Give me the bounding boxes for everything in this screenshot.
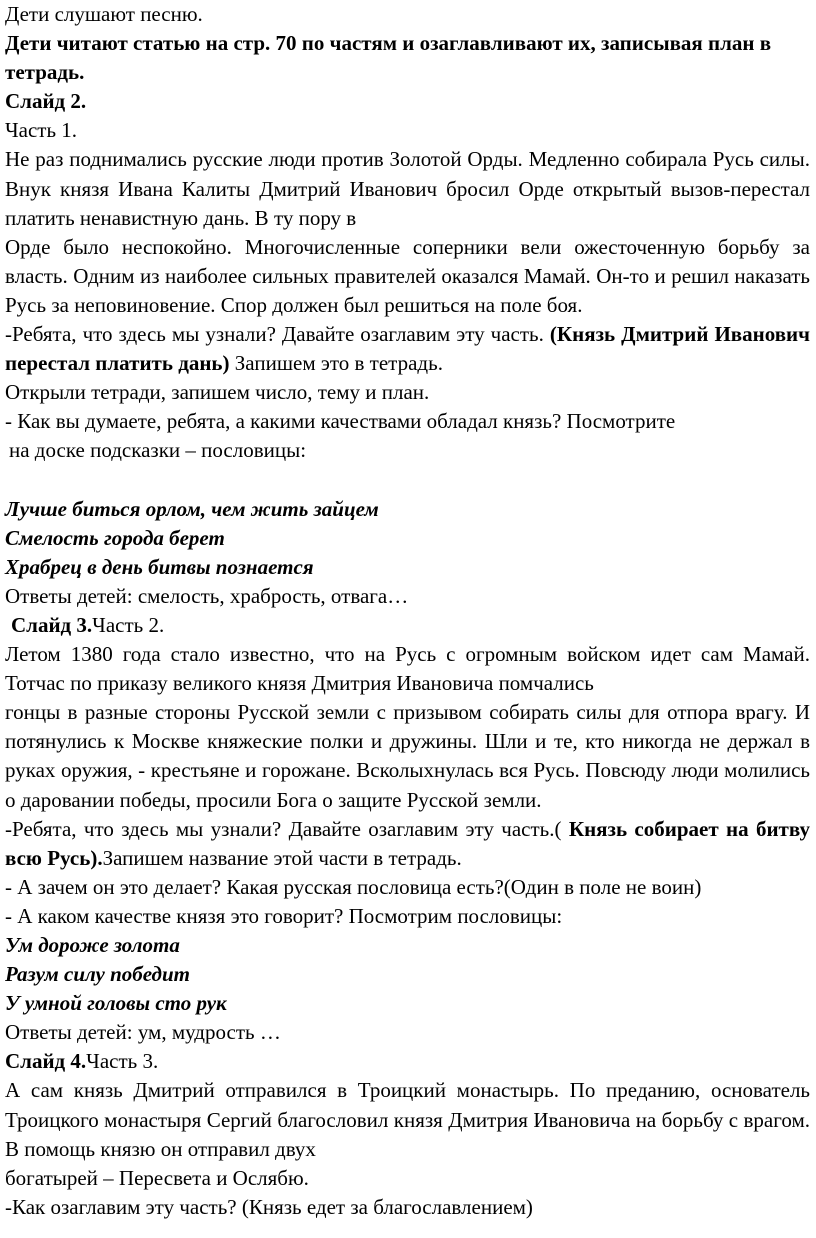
slide-heading: Слайд 2. bbox=[5, 89, 87, 114]
paragraph: богатырей – Пересвета и Ослябю. bbox=[5, 1165, 309, 1190]
proverb: Разум силу победит bbox=[5, 962, 190, 987]
text-line: Дети слушают песню. bbox=[5, 2, 203, 26]
slide-line bbox=[5, 611, 810, 640]
question-line: -Как озаглавим эту часть? (Князь едет за благославлением) bbox=[5, 1194, 533, 1219]
part-label: Часть 1. bbox=[5, 118, 78, 143]
paragraph: гонцы в разные стороны Русской земли с призывом собирать силы для отпора врагу. И потянулись к Москве княжеские полки и дружины. Шли и те, кто никогда не держал в руках оружия, - крестьяне и горожане. Всколыхнулась вся Русь. Повсюду люди молились о даровании победы, просили Бога о защите Русской земли. bbox=[5, 700, 810, 812]
slide-heading: Слайд 3. bbox=[11, 612, 93, 637]
part-label: Часть 2. bbox=[92, 612, 165, 637]
proverb: У умной головы сто рук bbox=[5, 991, 227, 1016]
question-line bbox=[5, 320, 810, 378]
text-line: Открыли тетради, запишем число, тему и план. bbox=[5, 380, 430, 405]
question-text: -Ребята, что здесь мы узнали? Давайте озаглавим эту часть.( bbox=[5, 816, 569, 841]
slide-line bbox=[5, 1047, 810, 1076]
paragraph: Летом 1380 года стало известно, что на Русь с огромным войском идет сам Мамай. Тотчас по приказу великого князя Дмитрия Ивановича помчались bbox=[5, 642, 810, 696]
paragraph: Не раз поднимались русские люди против Золотой Орды. Медленно собирала Русь силы. Внук князя Ивана Калиты Дмитрий Иванович бросил Орде открытый вызов-перестал платить ненавистную дань. В ту пору в bbox=[5, 147, 810, 230]
blank-line bbox=[5, 466, 810, 495]
answers-line: Ответы детей: ум, мудрость … bbox=[5, 1020, 281, 1045]
task-heading: Дети читают статью на стр. 70 по частям и озаглавливают их, записывая план в тетрадь. bbox=[5, 31, 772, 85]
proverb: Ум дороже золота bbox=[5, 933, 180, 957]
question-line: - Как вы думаете, ребята, а какими качествами обладал князь? Посмотрите bbox=[5, 409, 676, 434]
question-text: Запишем название этой части в тетрадь. bbox=[102, 845, 462, 870]
question-line: на доске подсказки – пословицы: bbox=[9, 438, 307, 463]
part-title: Князь собирает на битву всю Русь). bbox=[5, 816, 811, 870]
question-line: - А зачем он это делает? Какая русская пословица есть?(Один в поле не воин) bbox=[5, 874, 702, 899]
part-label: Часть 3. bbox=[86, 1049, 159, 1074]
answers-line: Ответы детей: смелость, храбрость, отвага… bbox=[5, 583, 409, 608]
question-text: Запишем это в тетрадь. bbox=[229, 351, 443, 376]
question-text: -Ребята, что здесь мы узнали? Давайте озаглавим эту часть. bbox=[5, 322, 550, 347]
question-line bbox=[5, 815, 810, 873]
paragraph: А сам князь Дмитрий отправился в Троицкий монастырь. По преданию, основатель Троицкого монастыря Сергий благословил князя Дмитрия Ивановича на борьбу с врагом. В помощь князю он отправил двух bbox=[5, 1078, 810, 1161]
proverb: Смелость города берет bbox=[5, 525, 225, 550]
slide-heading: Слайд 4. bbox=[5, 1049, 87, 1074]
paragraph: Орде было неспокойно. Многочисленные соперники вели ожесточенную борьбу за власть. Одним из наиболее сильных правителей оказался Мамай. Он-то и решил наказать Русь за неповиновение. Спор должен был решиться на поле боя. bbox=[5, 234, 810, 317]
proverb: Лучше биться орлом, чем жить зайцем bbox=[5, 496, 379, 521]
proverb: Храбрец в день битвы познается bbox=[5, 554, 314, 579]
part-title: (Князь Дмитрий Иванович перестал платить дань) bbox=[5, 322, 810, 376]
question-line: - А каком качестве князя это говорит? Посмотрим пословицы: bbox=[5, 903, 563, 928]
